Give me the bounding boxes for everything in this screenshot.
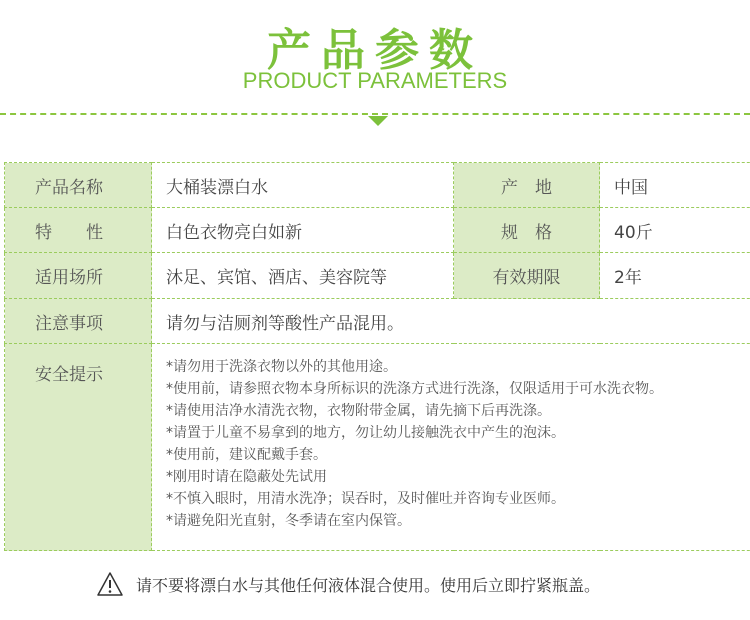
parameters-table — [4, 162, 750, 551]
value-product-name: 大桶装漂白水 — [152, 163, 454, 208]
label-feature: 特 性 — [5, 208, 152, 253]
table-row — [5, 208, 750, 253]
table-row — [5, 344, 750, 551]
list-item: *不慎入眼时，用清水洗净；误吞时，及时催吐并咨询专业医师。 — [166, 491, 565, 507]
value-origin: 中国 — [600, 163, 750, 208]
label-safety: 安全提示 — [5, 344, 152, 551]
label-applicable-places: 适用场所 — [5, 253, 152, 299]
table-row — [5, 299, 750, 344]
table-row — [5, 163, 750, 208]
label-product-name: 产品名称 — [5, 163, 152, 208]
label-notice: 注意事项 — [5, 299, 152, 344]
page-title: 产品参数 — [267, 25, 483, 76]
table-row — [5, 253, 750, 299]
value-feature: 白色衣物亮白如新 — [152, 208, 454, 253]
warning-text: 请不要将漂白水与其他任何液体混合使用。使用后立即拧紧瓶盖。 — [136, 575, 601, 595]
value-safety — [152, 344, 750, 551]
list-item: *刚用时请在隐蔽处先试用 — [166, 469, 327, 485]
list-item: *请使用洁净水清洗衣物，衣物附带金属，请先摘下后再洗涤。 — [166, 403, 551, 419]
label-shelf-life: 有效期限 — [454, 253, 600, 299]
list-item: *使用前，建议配戴手套。 — [166, 447, 327, 463]
value-applicable-places: 沐足、宾馆、酒店、美容院等 — [152, 253, 454, 299]
label-origin: 产 地 — [454, 163, 600, 208]
safety-tips-list — [152, 344, 750, 542]
list-item: *请勿用于洗涤衣物以外的其他用途。 — [166, 359, 397, 375]
label-spec: 规 格 — [454, 208, 600, 253]
page-subtitle: PRODUCT PARAMETERS — [242, 68, 508, 93]
warning-triangle-icon — [96, 571, 124, 597]
list-item: *请置于儿童不易拿到的地方，勿让幼儿接触洗衣中产生的泡沫。 — [166, 425, 565, 441]
list-item: *请避免阳光直射，冬季请在室内保管。 — [166, 513, 411, 529]
dashed-divider — [0, 113, 750, 115]
value-notice: 请勿与洁厕剂等酸性产品混用。 — [152, 299, 750, 344]
value-shelf-life: 2年 — [600, 253, 750, 299]
list-item: *使用前，请参照衣物本身所标识的洗涤方式进行洗涤，仅限适用于可水洗衣物。 — [166, 381, 663, 397]
value-spec: 40斤 — [600, 208, 750, 253]
warning-note — [96, 570, 600, 598]
down-arrow-icon — [368, 116, 388, 126]
